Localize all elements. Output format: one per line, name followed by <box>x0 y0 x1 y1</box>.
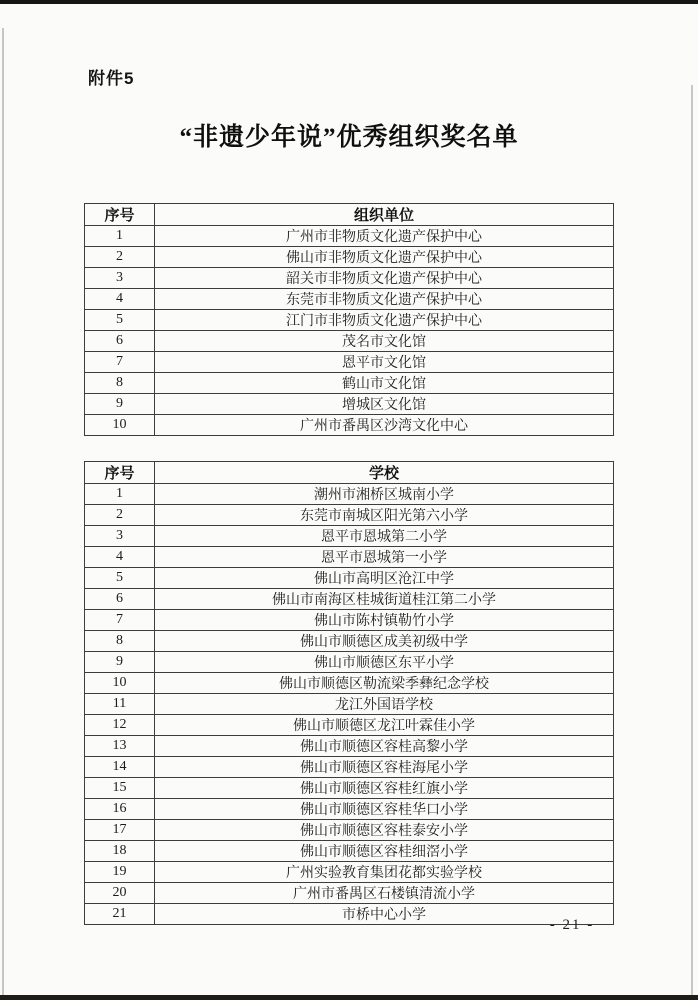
row-value-cell: 佛山市顺德区龙江叶霖佳小学 <box>155 715 614 736</box>
table-row <box>85 841 614 862</box>
table-row <box>85 799 614 820</box>
row-serial-cell: 2 <box>85 247 155 268</box>
row-serial-cell: 8 <box>85 373 155 394</box>
row-value-cell: 佛山市顺德区容桂细滘小学 <box>155 841 614 862</box>
organizations-table <box>84 203 614 436</box>
row-serial-cell: 19 <box>85 862 155 883</box>
row-value-cell: 东莞市南城区阳光第六小学 <box>155 505 614 526</box>
scan-edge-left <box>2 28 4 1000</box>
table-row <box>85 268 614 289</box>
row-serial-cell: 5 <box>85 568 155 589</box>
table-row <box>85 310 614 331</box>
schools-table <box>84 461 614 925</box>
table-row <box>85 715 614 736</box>
row-serial-cell: 15 <box>85 778 155 799</box>
row-value-cell: 韶关市非物质文化遗产保护中心 <box>155 268 614 289</box>
row-serial-cell: 20 <box>85 883 155 904</box>
row-serial-cell: 16 <box>85 799 155 820</box>
page-title: “非遗少年说”优秀组织奖名单 <box>179 124 519 151</box>
row-value-cell: 江门市非物质文化遗产保护中心 <box>155 310 614 331</box>
table-row <box>85 652 614 673</box>
table-row <box>85 904 614 925</box>
table-row <box>85 247 614 268</box>
schools-header-serial: 序号 <box>85 462 155 484</box>
table-row <box>85 673 614 694</box>
table-row <box>85 331 614 352</box>
row-value-cell: 佛山市顺德区成美初级中学 <box>155 631 614 652</box>
row-value-cell: 佛山市顺德区东平小学 <box>155 652 614 673</box>
table-row <box>85 505 614 526</box>
row-value-cell: 广州市番禺区沙湾文化中心 <box>155 415 614 436</box>
table-row <box>85 820 614 841</box>
row-value-cell: 佛山市顺德区容桂泰安小学 <box>155 820 614 841</box>
table-row <box>85 631 614 652</box>
row-value-cell: 龙江外国语学校 <box>155 694 614 715</box>
table-row <box>85 226 614 247</box>
row-serial-cell: 12 <box>85 715 155 736</box>
table-row <box>85 394 614 415</box>
organizations-header-unit: 组织单位 <box>155 204 614 226</box>
table-row <box>85 757 614 778</box>
row-serial-cell: 6 <box>85 589 155 610</box>
row-value-cell: 佛山市顺德区容桂华口小学 <box>155 799 614 820</box>
row-serial-cell: 7 <box>85 352 155 373</box>
row-serial-cell: 14 <box>85 757 155 778</box>
row-value-cell: 茂名市文化馆 <box>155 331 614 352</box>
row-value-cell: 东莞市非物质文化遗产保护中心 <box>155 289 614 310</box>
row-value-cell: 佛山市顺德区容桂海尾小学 <box>155 757 614 778</box>
row-serial-cell: 5 <box>85 310 155 331</box>
page-number: - 21 - <box>549 917 595 933</box>
attachment-label: 附件5 <box>88 69 135 88</box>
row-value-cell: 佛山市非物质文化遗产保护中心 <box>155 247 614 268</box>
row-serial-cell: 3 <box>85 526 155 547</box>
row-serial-cell: 18 <box>85 841 155 862</box>
row-value-cell: 鹤山市文化馆 <box>155 373 614 394</box>
row-value-cell: 恩平市文化馆 <box>155 352 614 373</box>
organizations-header-row <box>85 204 614 226</box>
row-serial-cell: 8 <box>85 631 155 652</box>
scan-edge-right <box>691 85 693 1000</box>
row-serial-cell: 9 <box>85 394 155 415</box>
table-row <box>85 589 614 610</box>
scan-edge-top <box>0 0 698 4</box>
table-row <box>85 547 614 568</box>
table-row <box>85 883 614 904</box>
row-value-cell: 市桥中心小学 <box>155 904 614 925</box>
row-value-cell: 增城区文化馆 <box>155 394 614 415</box>
schools-header-school: 学校 <box>155 462 614 484</box>
row-value-cell: 恩平市恩城第一小学 <box>155 547 614 568</box>
row-value-cell: 佛山市顺德区勒流梁季彝纪念学校 <box>155 673 614 694</box>
scan-edge-bottom <box>0 995 698 1000</box>
row-value-cell: 佛山市陈村镇勒竹小学 <box>155 610 614 631</box>
row-value-cell: 佛山市南海区桂城街道桂江第二小学 <box>155 589 614 610</box>
table-row <box>85 568 614 589</box>
row-value-cell: 恩平市恩城第二小学 <box>155 526 614 547</box>
row-serial-cell: 1 <box>85 226 155 247</box>
row-serial-cell: 3 <box>85 268 155 289</box>
row-serial-cell: 21 <box>85 904 155 925</box>
row-value-cell: 广州市非物质文化遗产保护中心 <box>155 226 614 247</box>
table-row <box>85 484 614 505</box>
row-value-cell: 广州市番禺区石楼镇清流小学 <box>155 883 614 904</box>
table-row <box>85 862 614 883</box>
row-serial-cell: 17 <box>85 820 155 841</box>
row-serial-cell: 2 <box>85 505 155 526</box>
row-serial-cell: 4 <box>85 547 155 568</box>
table-row <box>85 373 614 394</box>
schools-header-row <box>85 462 614 484</box>
table-row <box>85 289 614 310</box>
row-value-cell: 广州实验教育集团花都实验学校 <box>155 862 614 883</box>
table-row <box>85 526 614 547</box>
table-row <box>85 352 614 373</box>
table-row <box>85 778 614 799</box>
organizations-header-serial: 序号 <box>85 204 155 226</box>
row-serial-cell: 7 <box>85 610 155 631</box>
row-value-cell: 佛山市高明区沧江中学 <box>155 568 614 589</box>
row-value-cell: 佛山市顺德区容桂红旗小学 <box>155 778 614 799</box>
row-serial-cell: 1 <box>85 484 155 505</box>
row-serial-cell: 6 <box>85 331 155 352</box>
row-serial-cell: 13 <box>85 736 155 757</box>
row-serial-cell: 9 <box>85 652 155 673</box>
table-row <box>85 610 614 631</box>
row-serial-cell: 10 <box>85 415 155 436</box>
row-serial-cell: 11 <box>85 694 155 715</box>
table-row <box>85 736 614 757</box>
table-row <box>85 415 614 436</box>
row-serial-cell: 4 <box>85 289 155 310</box>
row-value-cell: 佛山市顺德区容桂高黎小学 <box>155 736 614 757</box>
row-value-cell: 潮州市湘桥区城南小学 <box>155 484 614 505</box>
table-row <box>85 694 614 715</box>
row-serial-cell: 10 <box>85 673 155 694</box>
